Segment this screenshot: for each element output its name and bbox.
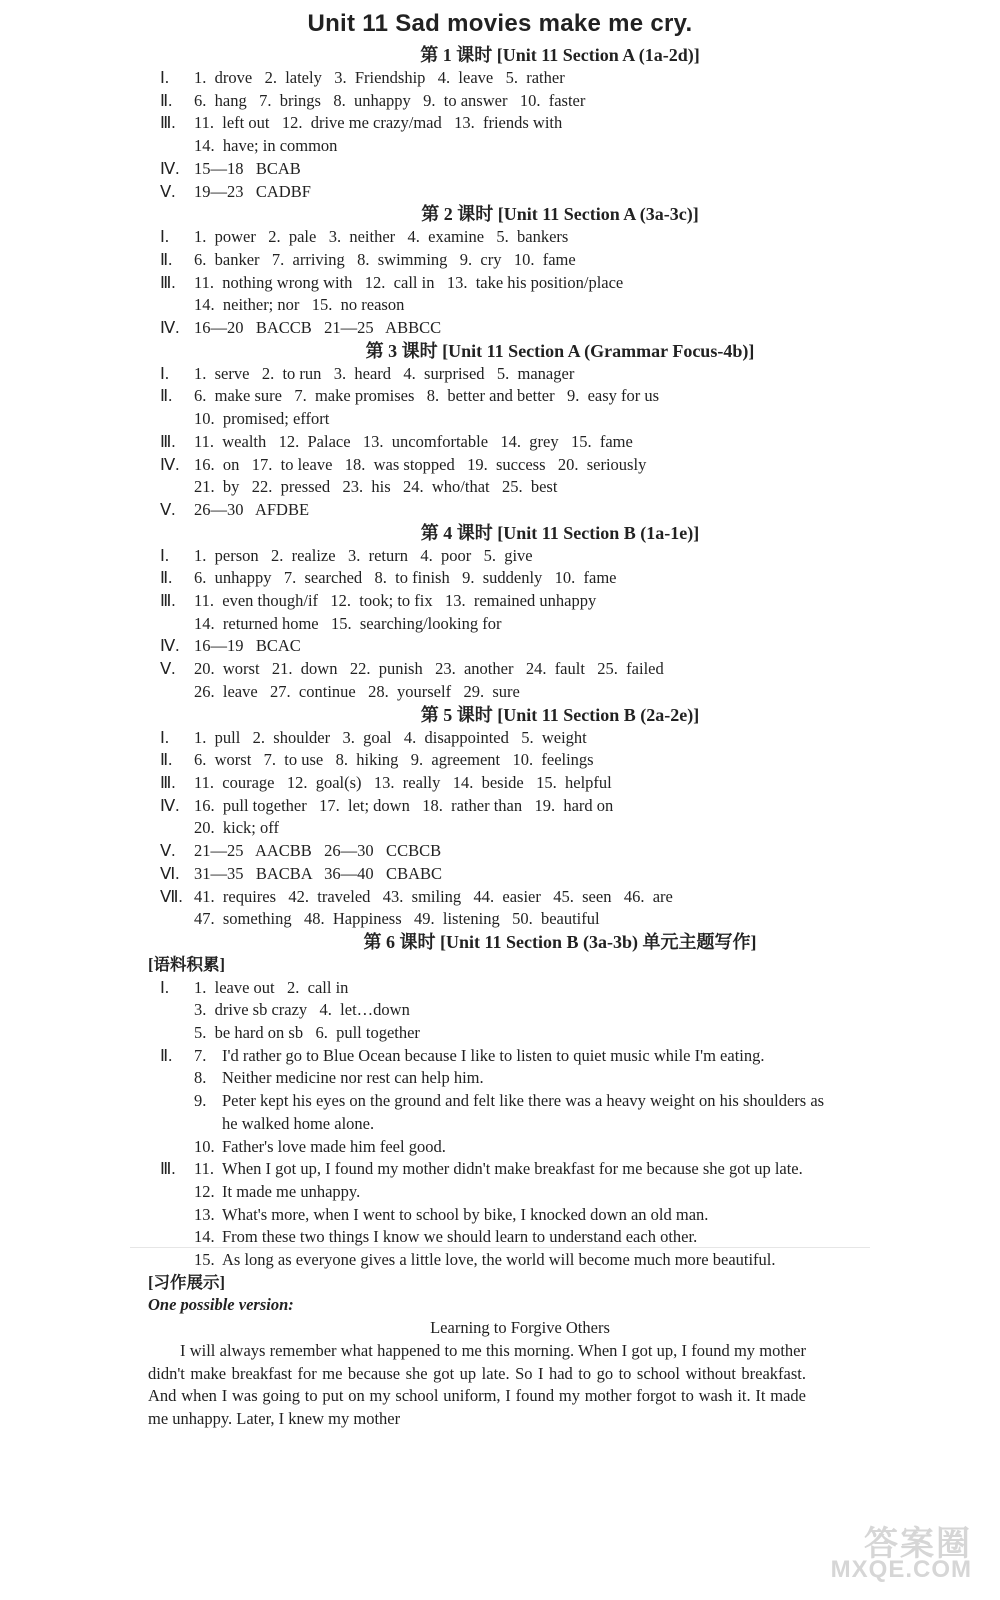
- answer-row: [160, 886, 840, 909]
- section-numeral: Ⅰ.: [160, 545, 169, 565]
- answer-row: [160, 795, 840, 818]
- section-numeral: [160, 1181, 194, 1204]
- phrase-text: 1. leave out 2. call in: [194, 977, 349, 997]
- answer-row: [160, 135, 840, 158]
- lesson-heading: 第 2 课时 [Unit 11 Section A (3a-3c)]: [421, 204, 699, 225]
- section-numeral: Ⅱ.: [160, 1045, 173, 1065]
- answer-row: [160, 681, 840, 704]
- answer-row: [160, 908, 840, 931]
- answer-row: [160, 658, 840, 681]
- phrase-text: 5. be hard on sb 6. pull together: [194, 1023, 420, 1043]
- answer-text: 14. neither; nor 15. no reason: [194, 295, 405, 315]
- essay-body: I will always remember what happened to me this morning. When I got up, I found my mother didn't make breakfast for me because she got up late. So I had to go to school without breakfast. And when I was going to put on my school uniform, I found my mother forgot to wash it. It made me unhappy. Later, I knew my mother: [148, 1340, 806, 1428]
- section-numeral: [160, 1249, 194, 1272]
- answer-content: [148, 44, 840, 1431]
- answer-row: [160, 772, 840, 795]
- sentence-text: From these two things I know we should learn to understand each other.: [222, 1227, 698, 1247]
- answer-text: 31—35 BACBA 36—40 CBABC: [194, 863, 442, 883]
- site-logo-watermark: [780, 1516, 980, 1586]
- answer-text: 19—23 CADBF: [194, 181, 311, 201]
- answer-row: [160, 294, 840, 317]
- sentence-text: As long as everyone gives a little love, the world will become much more beautiful.: [222, 1250, 776, 1270]
- lesson-heading: 第 1 课时 [Unit 11 Section A (1a-2d)]: [420, 45, 700, 65]
- essay-title: Learning to Forgive Others: [430, 1318, 610, 1338]
- sentence-row: [160, 1226, 840, 1249]
- answer-row: [160, 317, 840, 340]
- answer-row: [160, 363, 840, 386]
- section-numeral: Ⅲ.: [160, 772, 176, 792]
- phrase-row: [160, 977, 840, 1000]
- answer-row: [160, 385, 840, 408]
- section-numeral: Ⅳ.: [160, 158, 180, 178]
- sentence-text: I'd rather go to Blue Ocean because I like to listen to quiet music while I'm eating.: [222, 1045, 765, 1065]
- phrase-text: 3. drive sb crazy 4. let…down: [194, 1000, 410, 1020]
- answer-row: [160, 454, 840, 477]
- answer-text: 1. power 2. pale 3. neither 4. examine 5. bankers: [194, 227, 569, 247]
- answer-text: 20. kick; off: [194, 818, 279, 838]
- sentence-text: Peter kept his eyes on the ground and felt like there was a heavy weight on his shoulders as he walked home alone.: [222, 1091, 825, 1133]
- answer-text: 16—19 BCAC: [194, 636, 301, 656]
- version-label: One possible version:: [148, 1295, 294, 1315]
- answer-text: 11. even though/if 12. took; to fix 13. remained unhappy: [194, 591, 597, 611]
- answer-text: 10. promised; effort: [194, 409, 330, 429]
- answer-text: 6. unhappy 7. searched 8. to finish 9. suddenly 10. fame: [194, 568, 617, 588]
- sentence-number: 14.: [194, 1227, 215, 1247]
- answer-text: 16—20 BACCB 21—25 ABBCC: [194, 318, 442, 338]
- answer-row: [160, 635, 840, 658]
- lesson-heading: 第 6 课时 [Unit 11 Section B (3a-3b) 单元主题写作]: [363, 931, 757, 952]
- section-numeral: Ⅴ.: [160, 181, 176, 201]
- answer-row: [160, 90, 840, 113]
- logo-en-text: MXQE.COM: [830, 1556, 972, 1583]
- section-numeral: [160, 1090, 194, 1135]
- section-numeral: Ⅵ.: [160, 863, 180, 883]
- answer-text: 1. drove 2. lately 3. Friendship 4. leave 5. rather: [194, 68, 565, 87]
- section-numeral: Ⅴ.: [160, 659, 176, 679]
- answer-row: [160, 499, 840, 522]
- answer-row: [160, 567, 840, 590]
- answer-text: 47. something 48. Happiness 49. listening 50. beautiful: [194, 909, 600, 929]
- section-numeral: Ⅰ.: [160, 363, 169, 383]
- answer-text: 26—30 AFDBE: [194, 499, 310, 519]
- section-numeral: Ⅴ.: [160, 499, 176, 519]
- sentence-number: 10.: [194, 1136, 215, 1156]
- section-numeral: Ⅱ.: [160, 750, 173, 770]
- answer-text: 21. by 22. pressed 23. his 24. who/that 25. best: [194, 477, 558, 497]
- sentence-row: [160, 1204, 840, 1227]
- section-numeral: Ⅶ.: [160, 886, 183, 906]
- sentence-text: What's more, when I went to school by bike, I knocked down an old man.: [222, 1204, 709, 1224]
- answer-row: [160, 249, 840, 272]
- lesson-heading: 第 3 课时 [Unit 11 Section A (Grammar Focus-4b)]: [365, 340, 755, 361]
- section-numeral: Ⅳ.: [160, 795, 180, 815]
- answer-row: [160, 408, 840, 431]
- accumulation-label: [语料积累]: [148, 954, 225, 974]
- answer-text: 11. courage 12. goal(s) 13. really 14. beside 15. helpful: [194, 772, 612, 792]
- section-numeral: Ⅲ.: [160, 591, 176, 611]
- answer-text: 6. banker 7. arriving 8. swimming 9. cry 10. fame: [194, 249, 576, 269]
- answer-row: [160, 613, 840, 636]
- sentence-row: [160, 1136, 840, 1159]
- answer-row: [160, 181, 840, 204]
- section-numeral: Ⅲ.: [160, 113, 176, 133]
- section-numeral: Ⅰ.: [160, 977, 169, 997]
- answer-text: 16. on 17. to leave 18. was stopped 19. success 20. seriously: [194, 454, 647, 474]
- section-numeral: Ⅳ.: [160, 454, 180, 474]
- answer-row: [160, 749, 840, 772]
- section-numeral: Ⅱ.: [160, 386, 173, 406]
- sentence-number: 8.: [194, 1068, 207, 1088]
- answer-row: [160, 226, 840, 249]
- answer-row: [160, 863, 840, 886]
- sentence-number: 15.: [194, 1250, 215, 1270]
- section-numeral: [160, 1204, 194, 1227]
- sentence-row: [160, 1181, 840, 1204]
- section-numeral: [160, 1136, 194, 1159]
- answer-text: 26. leave 27. continue 28. yourself 29. sure: [194, 681, 520, 701]
- sentence-number: 9.: [194, 1091, 207, 1111]
- answer-text: 11. left out 12. drive me crazy/mad 13. friends with: [194, 113, 563, 133]
- answer-text: 14. returned home 15. searching/looking for: [194, 613, 502, 633]
- writing-show-label: [习作展示]: [148, 1272, 225, 1292]
- sentence-number: 11.: [194, 1159, 215, 1179]
- section-numeral: Ⅲ.: [160, 431, 176, 451]
- answer-row: [160, 112, 840, 135]
- sentence-row: [160, 1158, 840, 1181]
- phrase-row: [160, 999, 840, 1022]
- logo-cn-text: 答案圈: [864, 1525, 972, 1563]
- sentence-row: [160, 1067, 840, 1090]
- section-numeral: Ⅴ.: [160, 841, 176, 861]
- answer-row: [160, 727, 840, 750]
- lesson-heading: 第 4 课时 [Unit 11 Section B (1a-1e)]: [420, 522, 700, 543]
- sentence-number: 12.: [194, 1181, 215, 1201]
- sentence-text: When I got up, I found my mother didn't make breakfast for me because she got up late.: [222, 1159, 803, 1179]
- answer-text: 1. serve 2. to run 3. heard 4. surprised 5. manager: [194, 363, 575, 383]
- section-numeral: Ⅰ.: [160, 68, 169, 87]
- answer-text: 6. make sure 7. make promises 8. better and better 9. easy for us: [194, 386, 660, 406]
- answer-text: 1. person 2. realize 3. return 4. poor 5. give: [194, 545, 533, 565]
- section-numeral: Ⅳ.: [160, 318, 180, 338]
- answer-text: 20. worst 21. down 22. punish 23. another 24. fault 25. failed: [194, 659, 664, 679]
- sentence-text: Neither medicine nor rest can help him.: [222, 1068, 484, 1088]
- answer-text: 6. hang 7. brings 8. unhappy 9. to answer 10. faster: [194, 90, 586, 110]
- sentence-text: Father's love made him feel good.: [222, 1136, 446, 1156]
- sentence-number: 13.: [194, 1204, 215, 1224]
- answer-row: [160, 431, 840, 454]
- section-numeral: Ⅱ.: [160, 90, 173, 110]
- answer-row: [160, 272, 840, 295]
- answer-text: 16. pull together 17. let; down 18. rather than 19. hard on: [194, 795, 614, 815]
- section-numeral: Ⅲ.: [160, 1159, 176, 1179]
- answer-text: 15—18 BCAB: [194, 158, 301, 178]
- section-numeral: Ⅰ.: [160, 727, 169, 747]
- page-title: Unit 11 Sad movies make me cry.: [307, 10, 693, 37]
- answer-text: 21—25 AACBB 26—30 CCBCB: [194, 841, 442, 861]
- lesson-heading: 第 5 课时 [Unit 11 Section B (2a-2e)]: [420, 704, 700, 725]
- answer-text: 6. worst 7. to use 8. hiking 9. agreement 10. feelings: [194, 750, 594, 770]
- section-numeral: Ⅰ.: [160, 227, 169, 247]
- section-numeral: Ⅲ.: [160, 272, 176, 292]
- section-numeral: Ⅱ.: [160, 249, 173, 269]
- answer-row: [160, 840, 840, 863]
- answer-row: [160, 590, 840, 613]
- sentence-row: [160, 1249, 840, 1272]
- answer-text: 1. pull 2. shoulder 3. goal 4. disappointed 5. weight: [194, 727, 587, 747]
- answer-row: [160, 545, 840, 568]
- answer-row: [160, 67, 840, 90]
- answer-text: 14. have; in common: [194, 136, 338, 156]
- answer-row: [160, 817, 840, 840]
- sentence-row: [160, 1090, 840, 1135]
- sentence-row: [160, 1045, 840, 1068]
- section-numeral: Ⅱ.: [160, 568, 173, 588]
- section-numeral: [160, 1067, 194, 1090]
- answer-text: 11. nothing wrong with 12. call in 13. take his position/place: [194, 272, 624, 292]
- phrase-row: [160, 1022, 840, 1045]
- answer-text: 41. requires 42. traveled 43. smiling 44. easier 45. seen 46. are: [194, 886, 673, 906]
- answer-text: 11. wealth 12. Palace 13. uncomfortable 14. grey 15. fame: [194, 431, 633, 451]
- sentence-text: It made me unhappy.: [222, 1181, 361, 1201]
- answer-row: [160, 158, 840, 181]
- sentence-number: 7.: [194, 1045, 207, 1065]
- divider: [130, 1247, 870, 1248]
- answer-row: [160, 476, 840, 499]
- section-numeral: Ⅳ.: [160, 636, 180, 656]
- section-numeral: [160, 1226, 194, 1249]
